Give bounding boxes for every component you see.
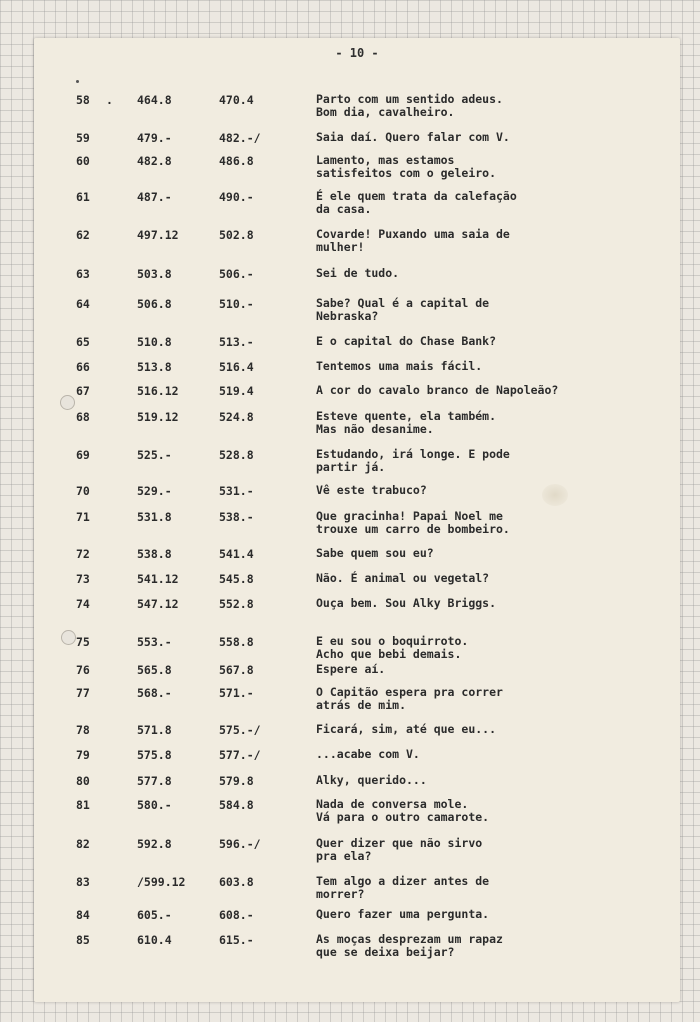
time-in: 479.- [137,131,172,145]
subtitle-line: pra ela? [316,849,372,863]
page-number: - 10 - [335,46,379,60]
time-in: 516.12 [137,384,179,398]
subtitle-line: Quer dizer que não sirvo [316,836,483,850]
subtitle-line: ...acabe com V. [316,747,420,761]
time-in: 568.- [137,686,172,700]
subtitle-line: O Capitão espera pra correr [316,685,503,699]
row-number: 67 [76,384,90,398]
time-in: 577.8 [137,774,172,788]
table-row [34,933,680,965]
table-row [34,410,680,442]
time-out: 577.-/ [219,748,261,762]
subtitle-line: partir já. [316,460,386,474]
subtitle-text [316,908,489,921]
time-in: 519.12 [137,410,179,424]
subtitle-text [316,154,496,180]
row-number: 78 [76,723,90,737]
time-in: 592.8 [137,837,172,851]
subtitle-line: Acho que bebi demais. [316,647,462,661]
row-number: 80 [76,774,90,788]
subtitle-line: Que gracinha! Papai Noel me [316,509,503,523]
subtitle-text [316,448,510,474]
subtitle-text [316,748,420,761]
subtitle-text [316,93,503,119]
subtitle-line: trouxe um carro de bombeiro. [316,522,510,536]
subtitle-line: E eu sou o boquirroto. [316,634,469,648]
row-number: 79 [76,748,90,762]
subtitle-text [316,410,496,436]
time-in: 487.- [137,190,172,204]
subtitle-line: Parto com um sentido adeus. [316,92,503,106]
time-out: 531.- [219,484,254,498]
row-number: 64 [76,297,90,311]
subtitle-line: Não. É animal ou vegetal? [316,571,490,585]
time-in: 610.4 [137,933,172,947]
time-out: 513.- [219,335,254,349]
subtitle-text [316,335,496,348]
time-in: 538.8 [137,547,172,561]
subtitle-text [316,875,489,901]
row-number: 69 [76,448,90,462]
subtitle-text [316,837,482,863]
subtitle-line: Tem algo a dizer antes de [316,874,490,888]
subtitle-text [316,131,510,144]
row-number: 82 [76,837,90,851]
subtitle-line: da casa. [316,202,372,216]
row-number: 76 [76,663,90,677]
time-out: 502.8 [219,228,254,242]
time-in: /599.12 [137,875,186,889]
time-in: 497.12 [137,228,179,242]
time-out: 552.8 [219,597,254,611]
subtitle-line: Nada de conversa mole. [316,797,469,811]
time-out: 524.8 [219,410,254,424]
time-out: 486.8 [219,154,254,168]
time-out: 558.8 [219,635,254,649]
time-out: 579.8 [219,774,254,788]
row-number: 74 [76,597,90,611]
subtitle-text [316,774,427,787]
time-in: 553.- [137,635,172,649]
subtitle-text [316,663,385,676]
row-number: 68 [76,410,90,424]
subtitle-line: Saia daí. Quero falar com V. [316,130,510,144]
time-in: 464.8 [137,93,172,107]
time-out: 482.-/ [219,131,261,145]
time-out: 603.8 [219,875,254,889]
subtitle-line: A cor do cavalo branco de Napoleão? [316,383,559,397]
time-in: 605.- [137,908,172,922]
subtitle-text [316,384,558,397]
table-row [34,798,680,830]
subtitle-text [316,510,510,536]
subtitle-line: Tentemos uma mais fácil. [316,359,483,373]
row-number: 70 [76,484,90,498]
table-row [34,297,680,329]
subtitle-line: Sabe? Qual é a capital de [316,296,490,310]
subtitle-line: Vá para o outro camarote. [316,810,490,824]
subtitle-line: Estudando, irá longe. E pode [316,447,510,461]
row-number: 73 [76,572,90,586]
subtitle-list [34,38,680,1002]
time-in: 531.8 [137,510,172,524]
row-number: 75 [76,635,90,649]
subtitle-line: Ouça bem. Sou Alky Briggs. [316,596,497,610]
subtitle-text [316,798,489,824]
subtitle-line: Nebraska? [316,309,379,323]
subtitle-line: Mas não desanime. [316,422,434,436]
table-row [34,686,680,718]
table-row [34,93,680,125]
time-in: 482.8 [137,154,172,168]
row-mark: . [106,93,113,107]
table-row [34,190,680,222]
time-in: 510.8 [137,335,172,349]
subtitle-line: satisfeitos com o geleiro. [316,166,497,180]
subtitle-line: Alky, querido... [316,773,427,787]
time-in: 525.- [137,448,172,462]
row-number: 60 [76,154,90,168]
time-out: 575.-/ [219,723,261,737]
subtitle-text [316,597,496,610]
time-out: 567.8 [219,663,254,677]
time-out: 545.8 [219,572,254,586]
table-row [34,228,680,260]
subtitle-text [316,360,482,373]
row-number: 85 [76,933,90,947]
row-number: 66 [76,360,90,374]
time-in: 575.8 [137,748,172,762]
time-out: 490.- [219,190,254,204]
subtitle-line: As moças desprezam um rapaz [316,932,503,946]
table-row [34,597,680,629]
time-in: 580.- [137,798,172,812]
time-out: 608.- [219,908,254,922]
subtitle-line: Espere aí. [316,662,386,676]
subtitle-text [316,228,510,254]
subtitle-text [316,635,468,661]
subtitle-text [316,686,503,712]
row-number: 84 [76,908,90,922]
row-number: 61 [76,190,90,204]
subtitle-text [316,297,489,323]
table-row [34,510,680,542]
subtitle-text [316,723,496,736]
row-number: 58 [76,93,90,107]
time-out: 538.- [219,510,254,524]
time-out: 584.8 [219,798,254,812]
subtitle-line: Covarde! Puxando uma saia de [316,227,510,241]
time-in: 513.8 [137,360,172,374]
document-page [34,38,680,1002]
time-in: 503.8 [137,267,172,281]
subtitle-text [316,484,427,497]
table-row [34,267,680,299]
table-row [34,154,680,186]
time-out: 506.- [219,267,254,281]
subtitle-text [316,267,399,280]
subtitle-text [316,572,489,585]
subtitle-line: Sabe quem sou eu? [316,546,434,560]
subtitle-line: Quero fazer uma pergunta. [316,907,490,921]
subtitle-line: atrás de mim. [316,698,407,712]
row-number: 65 [76,335,90,349]
table-row [34,875,680,907]
time-out: 516.4 [219,360,254,374]
row-number: 83 [76,875,90,889]
time-in: 571.8 [137,723,172,737]
row-number: 77 [76,686,90,700]
time-in: 565.8 [137,663,172,677]
time-out: 571.- [219,686,254,700]
time-out: 541.4 [219,547,254,561]
row-number: 59 [76,131,90,145]
time-in: 541.12 [137,572,179,586]
time-in: 529.- [137,484,172,498]
subtitle-line: Sei de tudo. [316,266,400,280]
row-number: 81 [76,798,90,812]
subtitle-text [316,933,503,959]
row-number: 71 [76,510,90,524]
table-row [34,837,680,869]
subtitle-line: mulher! [316,240,365,254]
time-out: 510.- [219,297,254,311]
subtitle-line: E o capital do Chase Bank? [316,334,497,348]
time-out: 615.- [219,933,254,947]
row-number: 72 [76,547,90,561]
time-out: 528.8 [219,448,254,462]
subtitle-line: morrer? [316,887,365,901]
subtitle-line: É ele quem trata da calefação [316,189,517,203]
time-in: 506.8 [137,297,172,311]
row-number: 63 [76,267,90,281]
subtitle-line: Vê este trabuco? [316,483,427,497]
time-out: 470.4 [219,93,254,107]
row-number: 62 [76,228,90,242]
subtitle-line: Bom dia, cavalheiro. [316,105,455,119]
subtitle-text [316,547,434,560]
time-in: 547.12 [137,597,179,611]
subtitle-line: Ficará, sim, até que eu... [316,722,497,736]
table-row [34,448,680,480]
subtitle-text [316,190,517,216]
subtitle-line: Lamento, mas estamos [316,153,455,167]
time-out: 596.-/ [219,837,261,851]
subtitle-line: que se deixa beijar? [316,945,455,959]
time-out: 519.4 [219,384,254,398]
subtitle-line: Esteve quente, ela também. [316,409,497,423]
